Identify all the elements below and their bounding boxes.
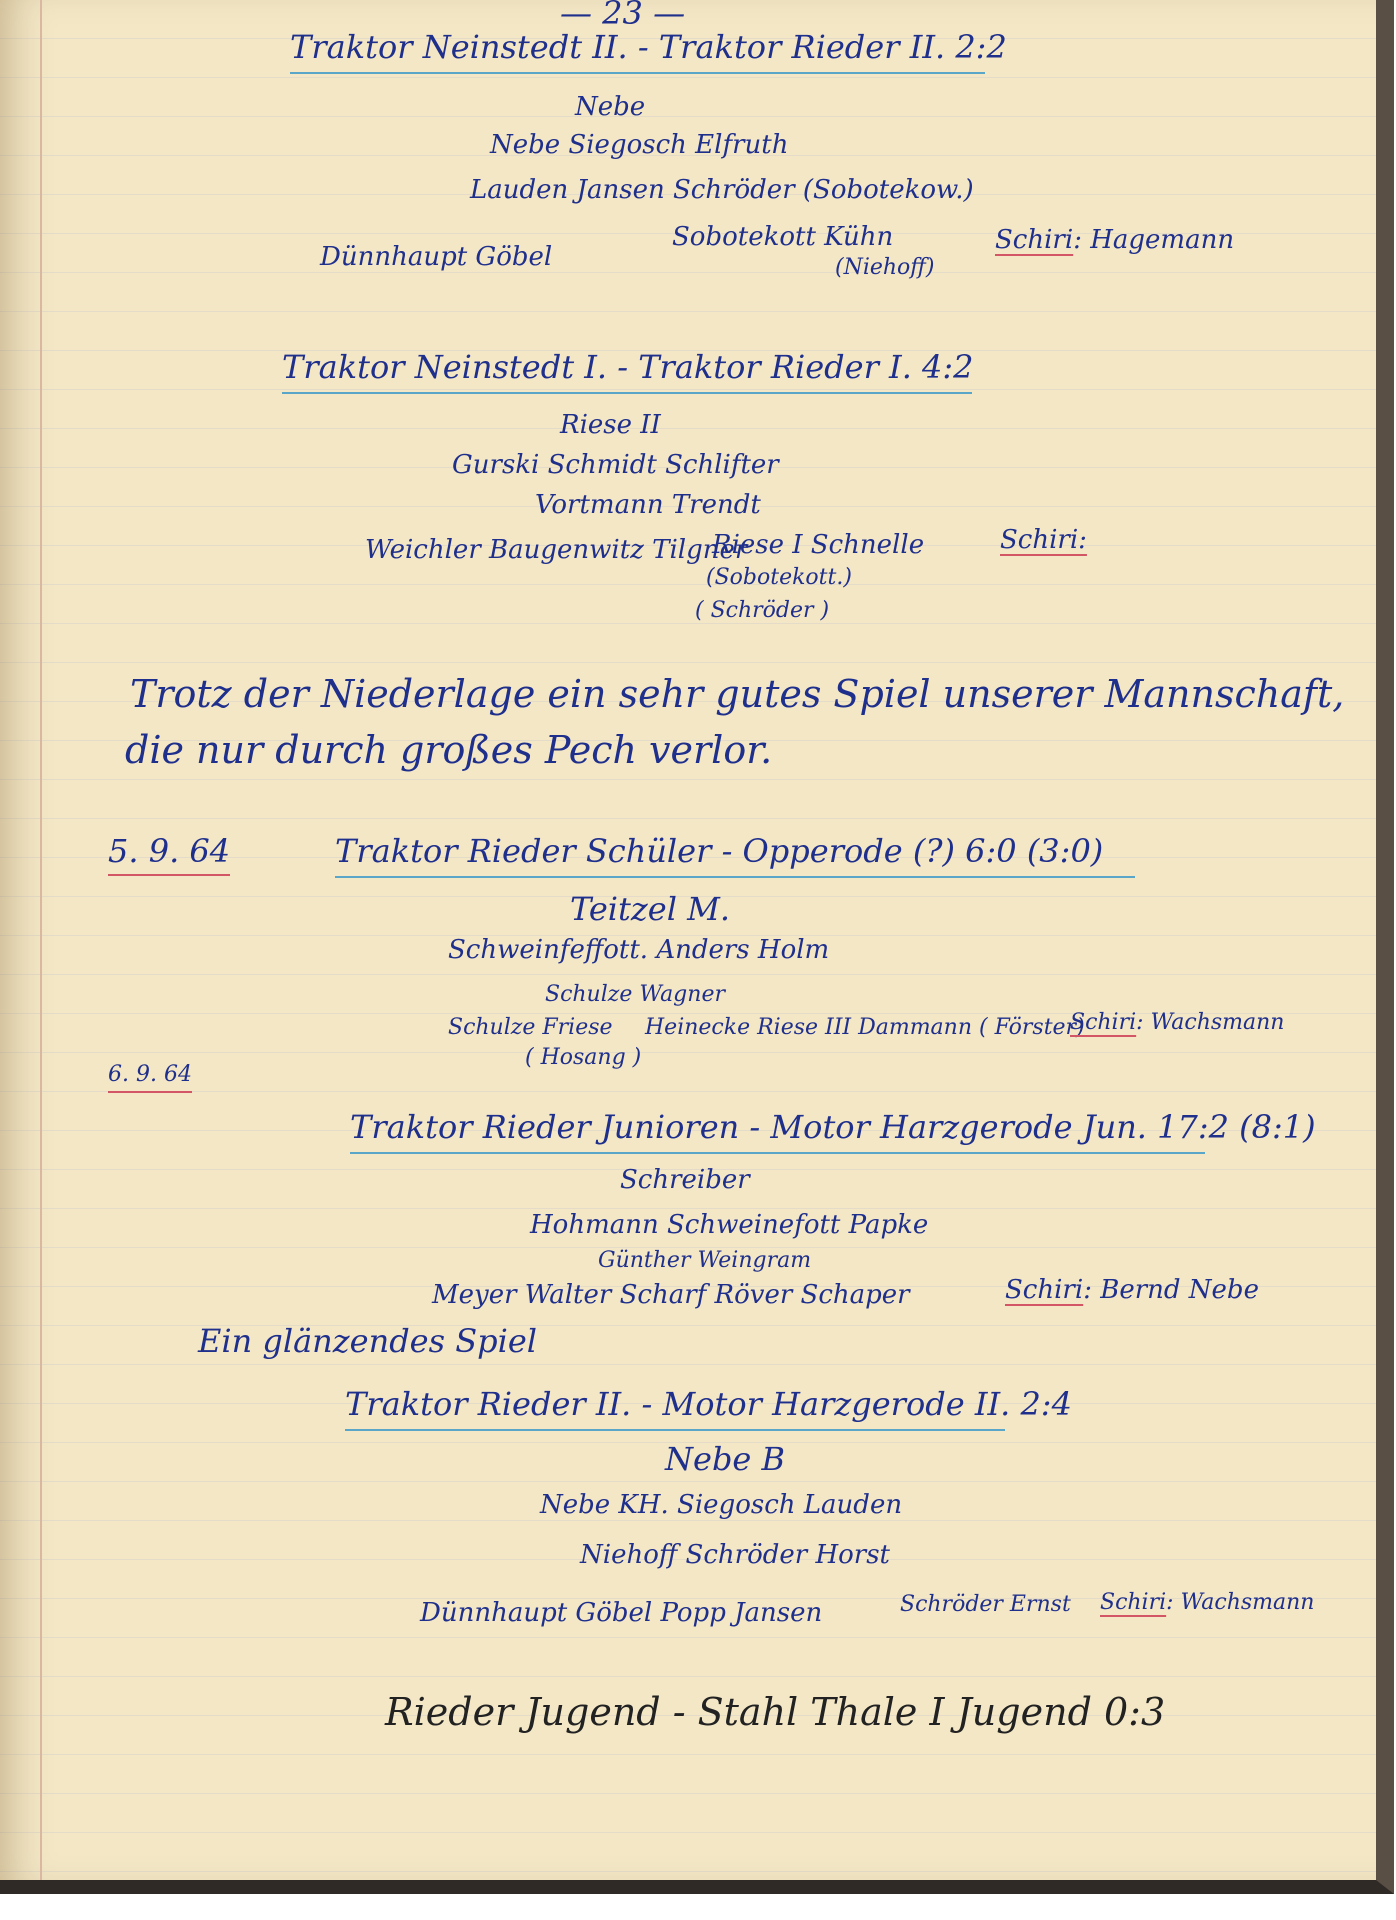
- match-3-title: Traktor Rieder Schüler - Opperode (?) 6:0 (3:0): [335, 832, 1135, 878]
- match-2-row1: Riese II: [560, 410, 661, 440]
- match-1-referee: [995, 225, 1234, 255]
- match-5-row1: Nebe B: [665, 1440, 786, 1478]
- match-3-referee-name: : Wachsmann: [1136, 1010, 1285, 1035]
- match-2-row4-sub: (Sobotekott.): [706, 565, 852, 590]
- match-1-row2: Nebe Siegosch Elfruth: [490, 130, 789, 160]
- match-5-row3: Niehoff Schröder Horst: [580, 1540, 891, 1570]
- match-1-row4-mid: Sobotekott Kühn: [672, 222, 894, 252]
- match-5-title: Traktor Rieder II. - Motor Harzgerode II. 2:4: [345, 1385, 1005, 1431]
- match-4-referee: [1005, 1275, 1259, 1305]
- match-2-referee-label: Schiri:: [1000, 525, 1087, 555]
- match-4-row2: Hohmann Schweinefott Papke: [530, 1210, 929, 1240]
- remark-line-1: Trotz der Niederlage ein sehr gutes Spiel unserer Mannschaft,: [130, 672, 1345, 716]
- match-4-date: 6. 9. 64: [108, 1062, 192, 1093]
- match-3-row4-mid: Heinecke Riese III Dammann ( Förster): [645, 1015, 1085, 1040]
- page-number: — 23 —: [560, 0, 686, 32]
- match-1-row4-left: Dünnhaupt Göbel: [320, 242, 553, 272]
- match-5-row4-left: Dünnhaupt Göbel Popp Jansen: [420, 1598, 823, 1628]
- match-3-row2: Schweinfeffott. Anders Holm: [448, 935, 830, 965]
- match-3-date: 5. 9. 64: [108, 832, 230, 876]
- match-2-row3: Vortmann Trendt: [535, 490, 761, 520]
- match-5-referee: [1100, 1590, 1314, 1615]
- match-1-referee-label: Schiri: [995, 225, 1074, 255]
- match-2-row2: Gurski Schmidt Schlifter: [452, 450, 779, 480]
- match-1-row4-sub: (Niehoff): [835, 255, 935, 280]
- match-4-row1: Schreiber: [620, 1165, 750, 1195]
- match-1-row1: Nebe: [575, 92, 646, 122]
- match-4-referee-name: : Bernd Nebe: [1083, 1275, 1259, 1305]
- match-2-title: Traktor Neinstedt I. - Traktor Rieder I. 4:2: [282, 348, 972, 394]
- match-1-title: Traktor Neinstedt II. - Traktor Rieder II. 2:2: [290, 28, 985, 74]
- match-3-referee-label: Schiri: [1070, 1010, 1137, 1035]
- match-3-row3: Schulze Wagner: [545, 982, 725, 1007]
- match-5-referee-name: : Wachsmann: [1166, 1590, 1315, 1615]
- match-5-row4-mid: Schröder Ernst: [900, 1592, 1071, 1617]
- match-3-referee: [1070, 1010, 1284, 1035]
- match-4-comment: Ein glänzendes Spiel: [198, 1322, 538, 1360]
- match-4-referee-label: Schiri: [1005, 1275, 1084, 1305]
- match-1-row3: Lauden Jansen Schröder (Sobotekow.): [470, 175, 974, 205]
- match-1-referee-name: : Hagemann: [1073, 225, 1235, 255]
- match-3-row1: Teitzel M.: [570, 890, 731, 928]
- match-2-row4-left: Weichler Baugenwitz Tilgner: [365, 535, 748, 565]
- match-3-row4-sub: ( Hosang ): [525, 1045, 642, 1070]
- match-5-referee-label: Schiri: [1100, 1590, 1167, 1615]
- match-3-row4-left: Schulze Friese: [448, 1015, 613, 1040]
- remark-line-2: die nur durch großes Pech verlor.: [125, 728, 773, 772]
- match-5-row2: Nebe KH. Siegosch Lauden: [540, 1490, 903, 1520]
- final-result-line: Rieder Jugend - Stahl Thale I Jugend 0:3: [385, 1690, 1166, 1734]
- match-4-row4-left: Meyer Walter Scharf Röver Schaper: [432, 1280, 910, 1310]
- match-2-row4-sub2: ( Schröder ): [695, 598, 830, 623]
- match-2-row4-mid: Riese I Schnelle: [712, 530, 925, 560]
- match-4-row3: Günther Weingram: [598, 1248, 812, 1273]
- match-4-title: Traktor Rieder Junioren - Motor Harzgerode Jun. 17:2 (8:1): [350, 1108, 1205, 1154]
- match-2-referee: [1000, 525, 1087, 555]
- page-margin-line: [40, 0, 42, 1880]
